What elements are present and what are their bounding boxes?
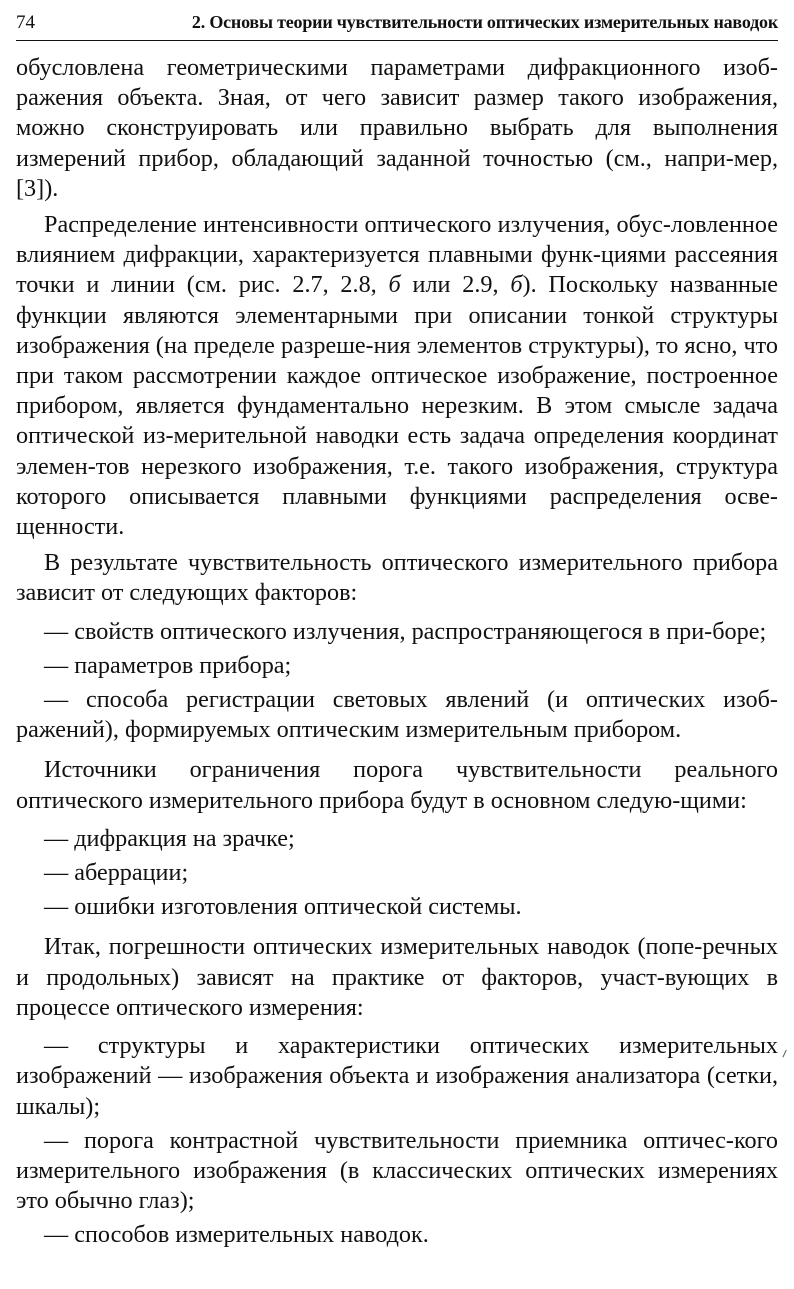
- paragraph-1: обусловлена геометрическими параметрами дифракционного изоб-ражения объекта. Зная, от чего зависит размер такого изображения, можно сконструировать или правильно выбрать для выполнения измерений прибор, обладающий заданной точностью (см., напри-мер, [3]).: [16, 54, 778, 202]
- list-3-item-1: — структуры и характеристики оптических измерительных изображений — изображения объекта и изображения анализатора (сетки, шкалы);: [16, 1032, 778, 1120]
- list-2-item-3: — ошибки изготовления оптической системы.: [44, 893, 522, 921]
- paragraph-2-part-1: Распределение интенсивности оптического излучения, обус-ловленное влиянием дифракции, характеризуется плавными функ-циями рассеяния точки и линии (см. рис. 2.7, 2.8,: [16, 211, 778, 299]
- paragraph-2: [16, 210, 778, 542]
- list-2-item-1: — дифракция на зрачке;: [44, 824, 295, 852]
- list-1-item-1: — свойств оптического излучения, распространяющегося в при-боре;: [44, 617, 767, 645]
- paragraph-2-part-2: или 2.9,: [400, 271, 511, 299]
- paragraph-5: Итак, погрешности оптических измерительных наводок (попе-речных и продольных) зависят на практике от факторов, участ-вующих в процессе оптического измерения:: [16, 933, 778, 1021]
- body-text: [16, 53, 778, 1251]
- list-2-item-2: — аберрации;: [44, 859, 189, 887]
- paragraph-4: Источники ограничения порога чувствительности реального оптического измерительного прибора будут в основном следую-щими:: [16, 756, 778, 814]
- figure-ref-italic-2: б: [510, 271, 523, 299]
- figure-ref-italic-1: б: [388, 271, 401, 299]
- list-1-item-2: — параметров прибора;: [44, 651, 292, 679]
- list-1-item-3: — способа регистрации световых явлений (и оптических изоб-ражений), формируемых оптическим измерительным прибором.: [16, 686, 778, 744]
- paragraph-2-part-3: ). Поскольку названные функции являются элементарными при описании тонкой структуры изображения (на пределе разреше-ния элементов структуры), то ясно, что при таком рассмотрении каждое оптическое изображение, построенное прибором, является фундаментально нерезким. В этом смысле задача оптической из-мерительной наводки есть задача определения координат элемен-тов нерезкого изображения, т.е. такого изображения, структура которого описывается плавными функциями распределения осве-щенности.: [16, 271, 778, 541]
- list-3-item-2: — порога контрастной чувствительности приемника оптичес-кого измерительного изображения (в классических оптических измерениях это обычно глаз);: [16, 1126, 778, 1215]
- running-title: 2. Основы теории чувствительности оптических измерительных наводок: [191, 12, 778, 32]
- list-3-item-3: — способов измерительных наводок.: [44, 1221, 429, 1249]
- page-header: [16, 10, 778, 41]
- page-number: 74: [16, 12, 35, 33]
- paragraph-3: В результате чувствительность оптического измерительного прибора зависит от следующих факторов:: [16, 549, 778, 607]
